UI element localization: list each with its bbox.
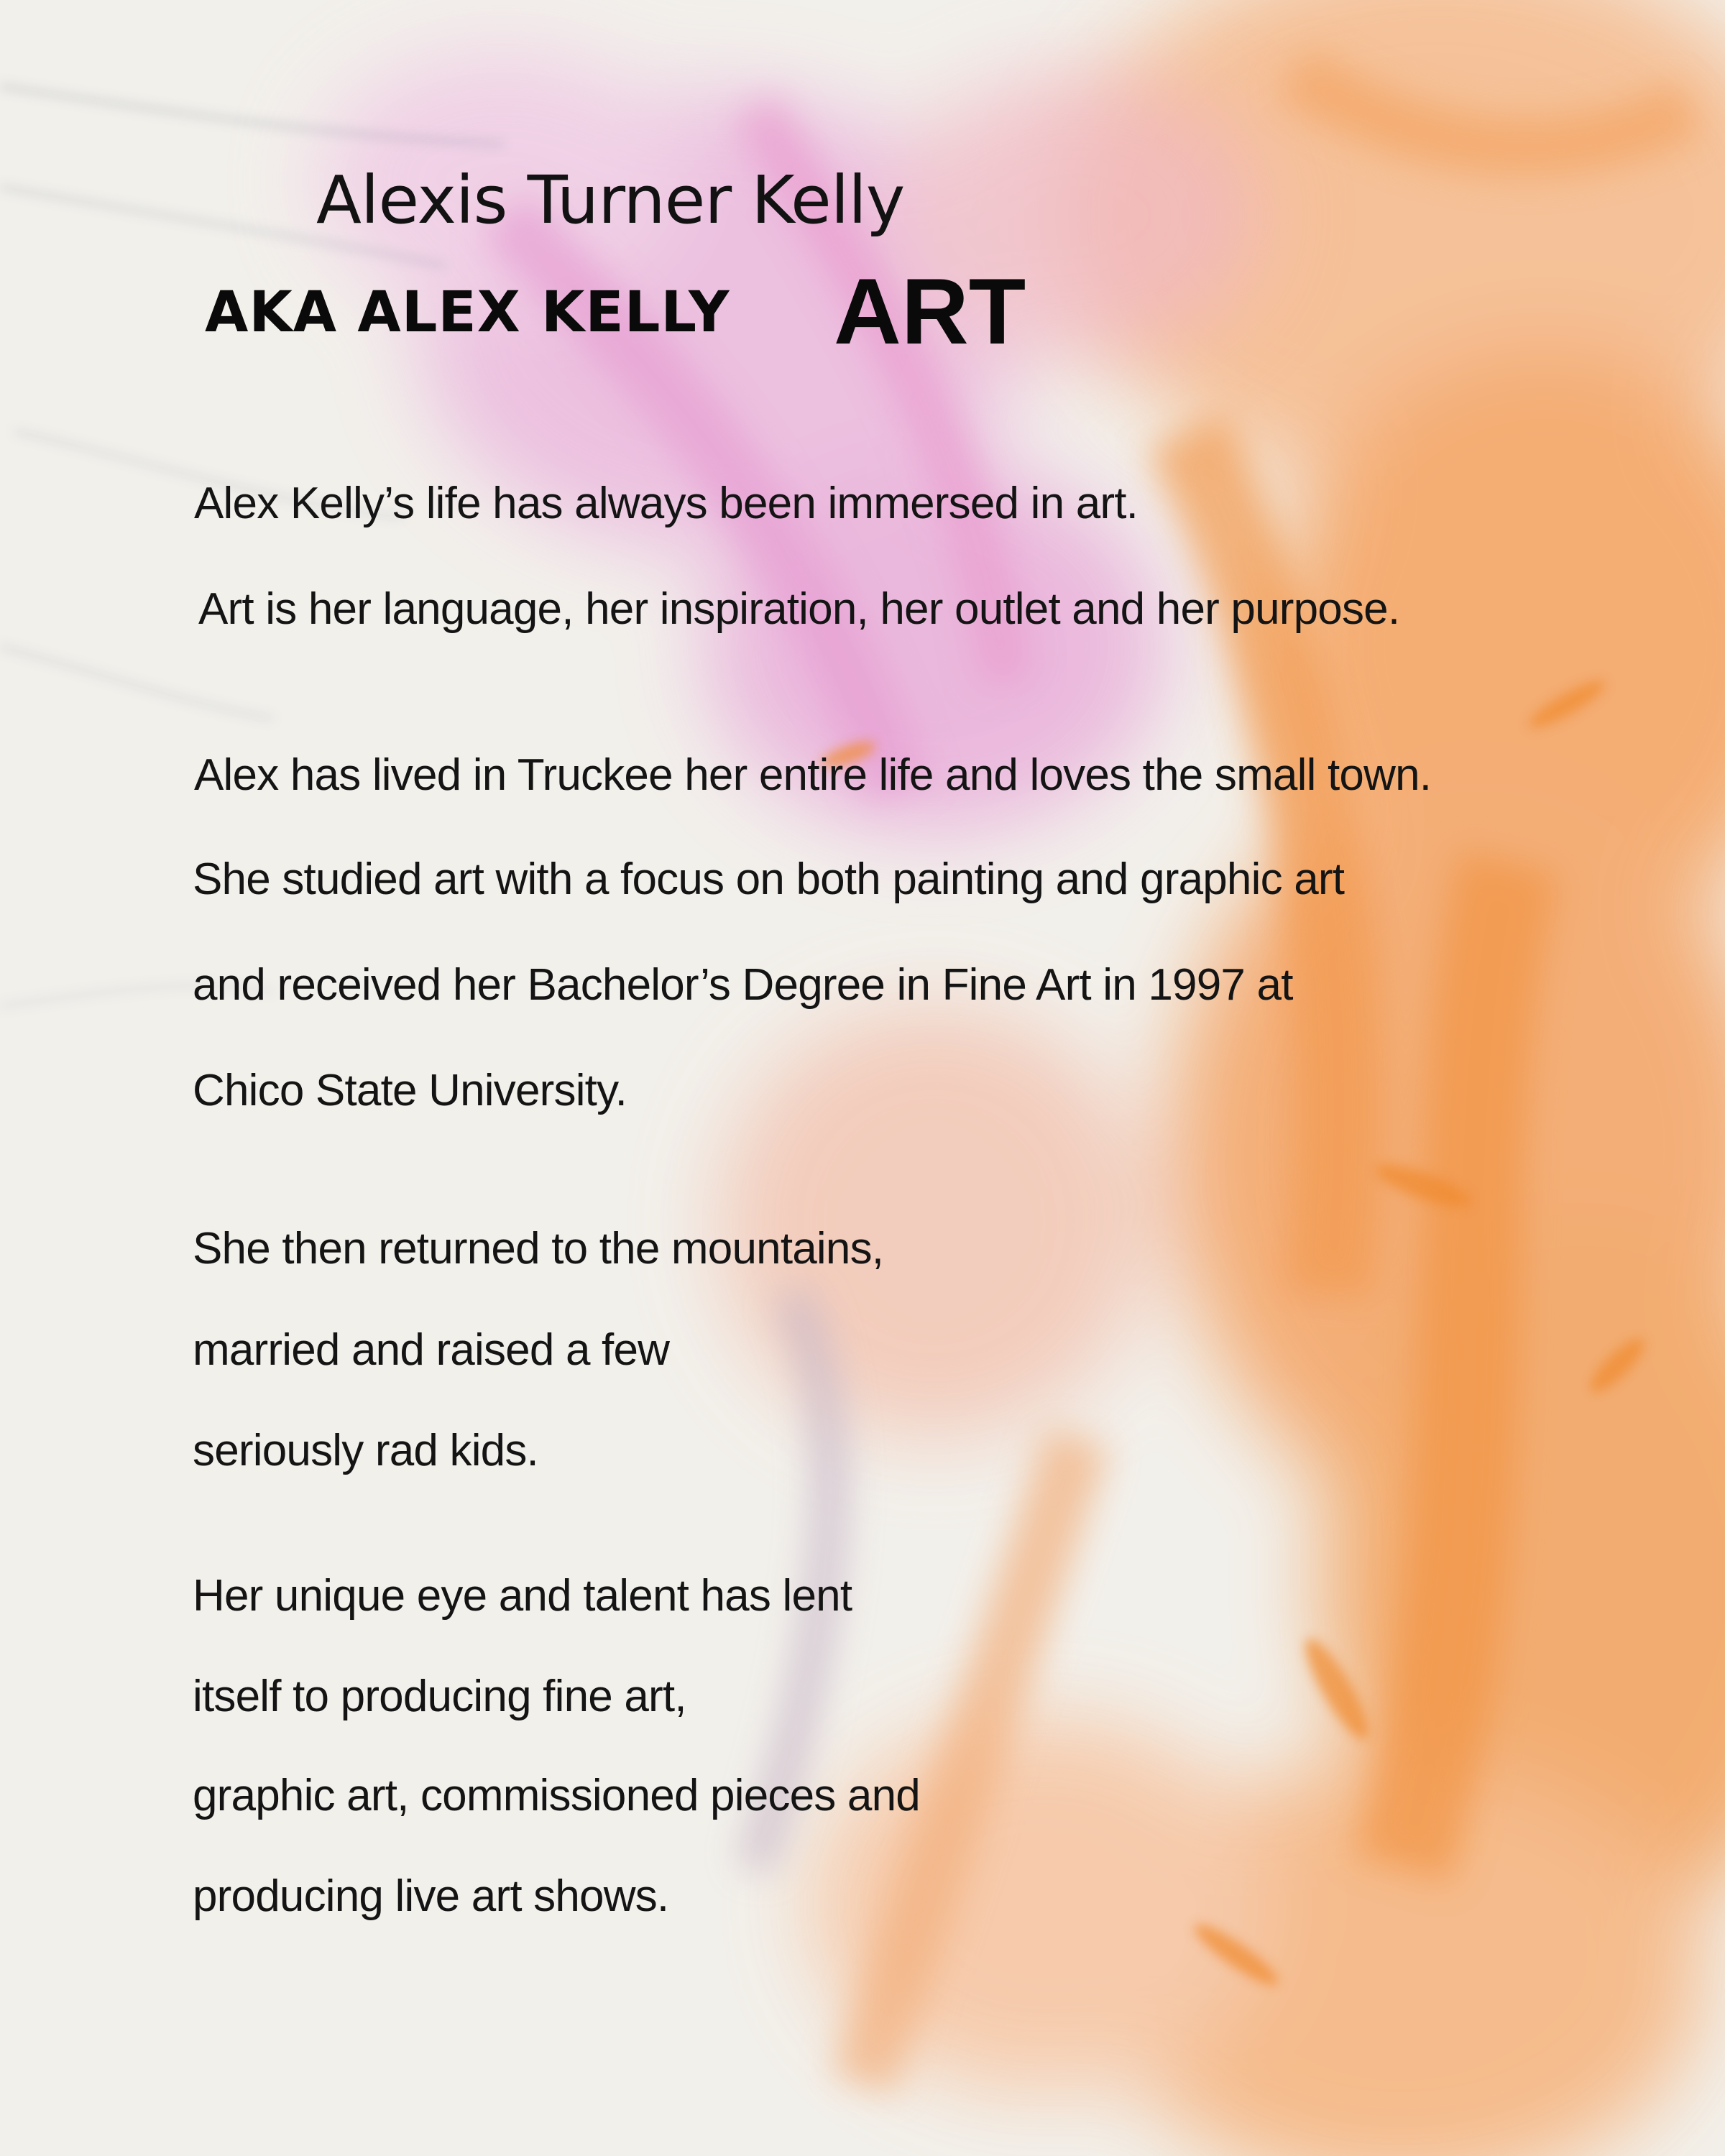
bio-line: Alex has lived in Truckee her entire life and loves the small town. [194,750,1432,800]
bio-line: married and raised a few [193,1325,670,1375]
artist-name: Alexis Turner Kelly [316,162,905,239]
bio-line: Alex Kelly’s life has always been immersed in art. [194,479,1138,528]
bio-line: itself to producing fine art, [193,1672,686,1721]
bio-line: She then returned to the mountains, [193,1224,884,1273]
art-label: ART [834,259,1026,364]
bio-line: graphic art, commissioned pieces and [193,1771,920,1820]
bio-line: Her unique eye and talent has lent [193,1571,852,1621]
bio-line: Art is her language, her inspiration, her outlet and her purpose. [198,584,1400,634]
bio-line: seriously rad kids. [193,1426,538,1475]
bio-line: She studied art with a focus on both painting and graphic art [193,854,1345,904]
bio-line: Chico State University. [193,1066,627,1115]
aka-label: AKA ALEX KELLY [205,280,730,345]
bio-line: and received her Bachelor’s Degree in Fine Art in 1997 at [193,960,1293,1010]
bio-line: producing live art shows. [193,1871,669,1921]
